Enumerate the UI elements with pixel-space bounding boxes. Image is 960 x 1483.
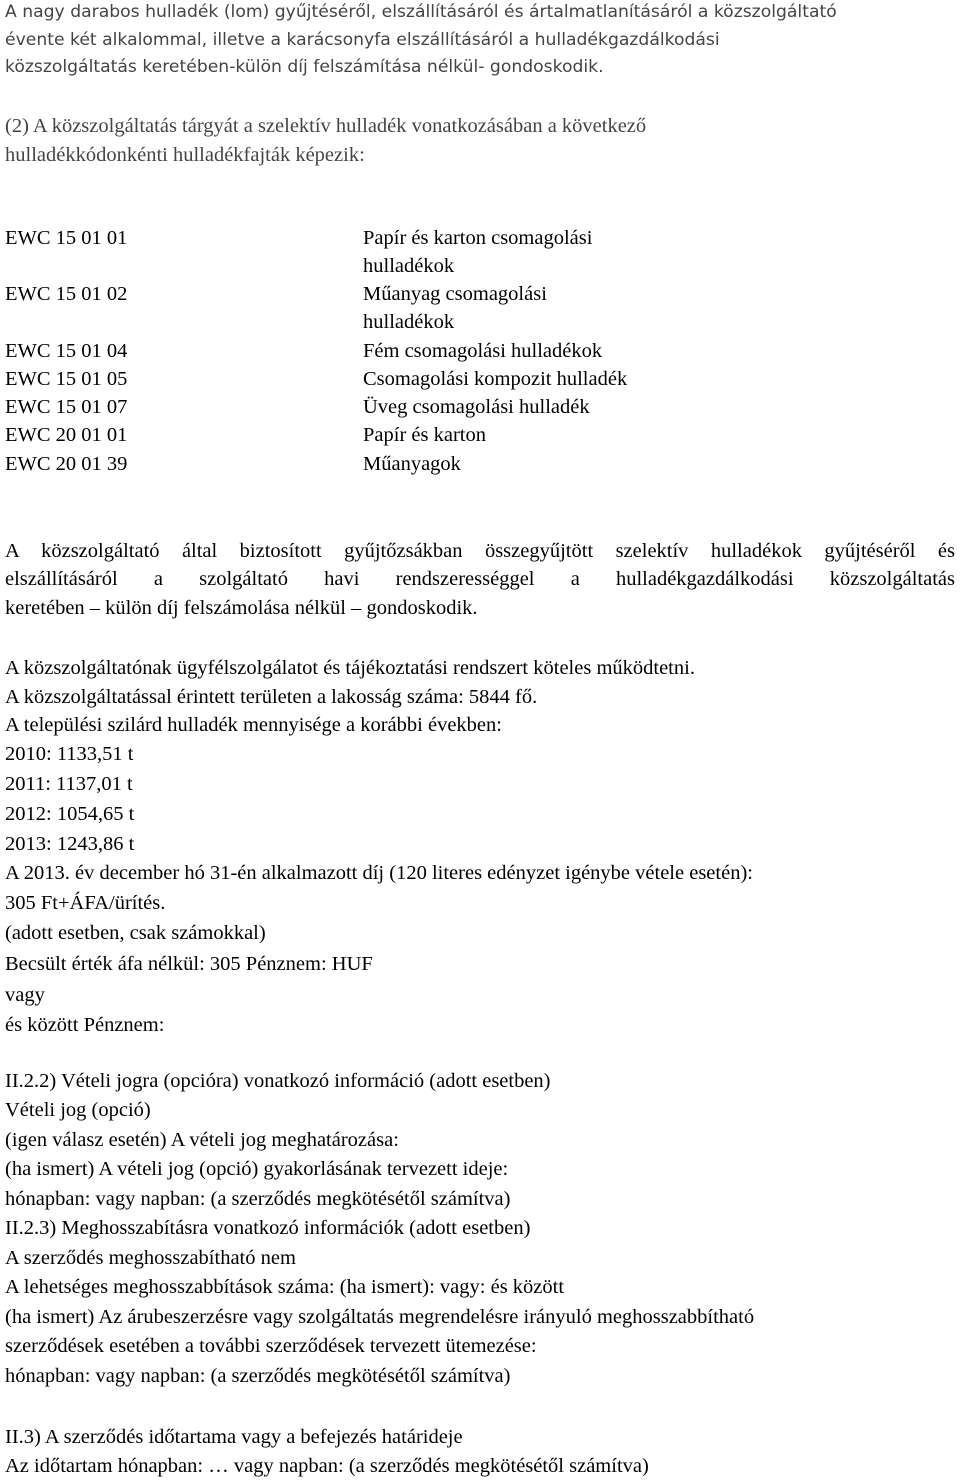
waste-code: EWC 15 01 01 bbox=[5, 227, 128, 249]
waste-code: EWC 20 01 39 bbox=[5, 453, 128, 475]
selective-line-1: A közszolgáltató által biztosított gyűjtőzsákban összegyűjtött szelektív hulladékok gyűjtéséről és bbox=[5, 540, 955, 562]
fee-line-1: A 2013. év december hó 31-én alkalmazott díj (120 literes edényzet igénybe vétele esetén): bbox=[5, 862, 753, 884]
option-line-4: hónapban: vagy napban: (a szerződés megkötésétől számítva) bbox=[5, 1188, 511, 1210]
year-amount: 2010: 1133,51 t bbox=[5, 743, 134, 765]
option-line-3: (ha ismert) A vételi jog (opció) gyakorlásának tervezett ideje: bbox=[5, 1158, 509, 1180]
numbers-only-note: (adott esetben, csak számokkal) bbox=[5, 922, 266, 944]
year-amount: 2012: 1054,65 t bbox=[5, 803, 135, 825]
option-line-2: (igen válasz esetén) A vételi jog meghatározása: bbox=[5, 1129, 399, 1151]
estimated-value: Becsült érték áfa nélkül: 305 Pénznem: HUF bbox=[5, 953, 373, 975]
extension-line-5: hónapban: vagy napban: (a szerződés megkötésétől számítva) bbox=[5, 1365, 511, 1387]
extension-line-4: szerződések esetében a további szerződések tervezett ütemezése: bbox=[5, 1335, 537, 1357]
waste-description: Papír és karton bbox=[363, 424, 486, 446]
intro-line-1: A nagy darabos hulladék (lom) gyűjtéséről, elszállításáról és ártalmatlanításáról a közszolgáltató bbox=[5, 2, 837, 22]
intro-line-3: közszolgáltatás keretében-külön díj felszámítása nélkül- gondoskodik. bbox=[5, 57, 604, 77]
option-line-1: Vételi jog (opció) bbox=[5, 1099, 151, 1121]
extension-section-title: II.2.3) Meghosszabításra vonatkozó információk (adott esetben) bbox=[5, 1217, 531, 1239]
duration-section-title: II.3) A szerződés időtartama vagy a befejezés határideje bbox=[5, 1426, 463, 1448]
waste-description: Fém csomagolási hulladékok bbox=[363, 340, 603, 362]
waste-description: Műanyag csomagolási bbox=[363, 283, 547, 305]
extension-line-3: (ha ismert) Az árubeszerzésre vagy szolgáltatás megrendelésre irányuló meghosszabbítható bbox=[5, 1306, 755, 1328]
intro-line-2: évente két alkalommal, illetve a karácsonyfa elszállításáról a hulladékgazdálkodási bbox=[5, 30, 720, 50]
duration-line-1: Az időtartam hónapban: … vagy napban: (a szerződés megkötésétől számítva) bbox=[5, 1455, 649, 1477]
waste-description: Csomagolási kompozit hulladék bbox=[363, 368, 628, 390]
or-text: vagy bbox=[5, 984, 45, 1006]
waste-code: EWC 15 01 02 bbox=[5, 283, 128, 305]
waste-amount-title: A települési szilárd hulladék mennyisége a korábbi években: bbox=[5, 714, 502, 736]
customer-service-text: A közszolgáltatónak ügyfélszolgálatot és tájékoztatási rendszert köteles működtetni. bbox=[5, 657, 695, 679]
waste-description: Papír és karton csomagolási bbox=[363, 227, 593, 249]
option-section-title: II.2.2) Vételi jogra (opcióra) vonatkozó információ (adott esetben) bbox=[5, 1070, 551, 1092]
fee-line-2: 305 Ft+ÁFA/ürítés. bbox=[5, 892, 166, 914]
between-currency: és között Pénznem: bbox=[5, 1014, 165, 1036]
waste-description: Üveg csomagolási hulladék bbox=[363, 396, 590, 418]
waste-description-cont: hulladékok bbox=[363, 311, 455, 333]
extension-line-1: A szerződés meghosszabítható nem bbox=[5, 1247, 296, 1269]
section2-line-1: (2) A közszolgáltatás tárgyát a szelektív hulladék vonatkozásában a következő bbox=[5, 115, 647, 137]
extension-line-2: A lehetséges meghosszabbítások száma: (ha ismert): vagy: és között bbox=[5, 1276, 565, 1298]
population-text: A közszolgáltatással érintett területen a lakosság száma: 5844 fő. bbox=[5, 686, 538, 708]
selective-line-2: elszállításáról a szolgáltató havi rendszerességgel a hulladékgazdálkodási közszolgáltatás bbox=[5, 568, 955, 590]
year-amount: 2011: 1137,01 t bbox=[5, 773, 133, 795]
selective-line-3: keretében – külön díj felszámolása nélkül – gondoskodik. bbox=[5, 597, 478, 619]
waste-code: EWC 20 01 01 bbox=[5, 424, 128, 446]
waste-code: EWC 15 01 04 bbox=[5, 340, 128, 362]
waste-code: EWC 15 01 07 bbox=[5, 396, 128, 418]
section2-line-2: hulladékkódonkénti hulladékfajták képezik: bbox=[5, 144, 365, 166]
waste-code: EWC 15 01 05 bbox=[5, 368, 128, 390]
year-amount: 2013: 1243,86 t bbox=[5, 833, 135, 855]
waste-description: Műanyagok bbox=[363, 453, 461, 475]
waste-description-cont: hulladékok bbox=[363, 255, 455, 277]
